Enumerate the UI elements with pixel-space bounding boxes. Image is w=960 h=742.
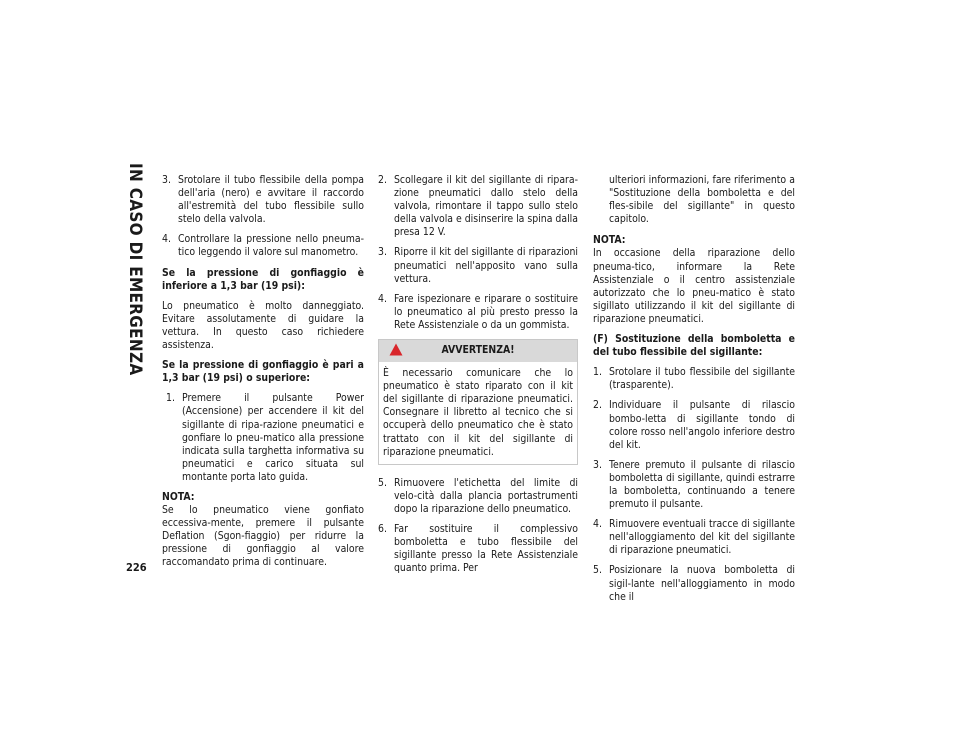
list-item (162, 174, 364, 226)
item-number: 1. (166, 392, 175, 405)
item-text: Fare ispezionare e riparare o sostituire lo pneumatico al più presto presso la Rete Assistenziale o da un gommista. (394, 292, 578, 331)
item-text: Scollegare il kit del sigillante di ripara-zione pneumatici dallo stelo della valvola, rimontare il tappo sullo stelo della valvola e disinserire la spina dalla presa 12 V. (394, 174, 578, 239)
column-1 (162, 174, 364, 577)
list-item (378, 293, 578, 332)
section-subheading: (F) Sostituzione della bomboletta e del tubo flessibile del sigillante: (593, 333, 795, 359)
item-number: 1. (593, 366, 602, 379)
note-block (162, 491, 364, 570)
item-text: Rimuovere eventuali tracce di sigillante nell'alloggiamento del kit del sigillante di riparazione pneumatici. (609, 518, 795, 557)
list-item (166, 392, 364, 484)
section-title (123, 163, 147, 543)
item-text: Individuare il pulsante di rilascio bombo-letta di sigillante tondo di colore rosso nell'angolo inferiore destro del kit. (609, 399, 795, 451)
item-text: Tenere premuto il pulsante di rilascio bomboletta di sigillante, quindi estrarre la bomboletta, continuando a tenere premuto il pulsante. (609, 458, 795, 511)
note-block (593, 234, 795, 326)
item-text: Controllare la pressione nello pneuma-tico leggendo il valore sul manometro. (178, 233, 364, 259)
column-2 (378, 174, 578, 582)
list-item (378, 246, 578, 285)
note-text: Se lo pneumatico viene gonfiato eccessiva-mente, premere il pulsante Deflation (Sgon-fiaggio) per ridurre la pressione di gonfiaggio al valore raccomandato prima di continuare. (162, 504, 364, 569)
item-number: 4. (593, 518, 602, 531)
item-number: 2. (378, 174, 387, 186)
list-item (593, 459, 795, 511)
list-item (378, 477, 578, 516)
continued-text: ulteriori informazioni, fare riferimento a "Sostituzione della bomboletta e del fles-sibile del sigillante" in questo capitolo. (609, 174, 795, 226)
item-number: 6. (378, 522, 387, 535)
item-text: Premere il pulsante Power (Accensione) per accendere il kit del sigillante di ripa-razione pneumatici e gonfiare lo pneu-matico alla pressione indicata sulla targhetta informativa su pneumatici e carico situata sul montante porta lato guida. (182, 392, 364, 483)
item-text: Srotolare il tubo flessibile del sigillante (trasparente). (609, 366, 795, 392)
list-item (593, 518, 795, 557)
warning-text: È necessario comunicare che lo pneumatico è stato riparato con il kit del sigillante di riparazione pneumatici. Consegnare il libretto al tecnico che si occuperà dello pneumatico che è stato trattato con il kit del sigillante di riparazione pneumatici. (383, 367, 573, 458)
list-item (593, 564, 795, 603)
item-text: Srotolare il tubo flessibile della pompa dell'aria (nero) e avvitare il raccordo all'estremità del tubo flessibile sullo stelo della valvola. (178, 174, 364, 226)
item-text: Riporre il kit del sigillante di riparazioni pneumatici nell'apposito vano sulla vettura. (394, 246, 578, 285)
item-text: Far sostituire il complessivo bomboletta e tubo flessibile del sigillante presso la Rete Assistenziale quanto prima. Per (394, 522, 578, 575)
list-item (162, 233, 364, 259)
section-title-text: IN CASO DI EMERGENZA (125, 163, 145, 376)
high-pressure-heading: Se la pressione di gonfiaggio è pari a 1,3 bar (19 psi) o superiore: (162, 359, 364, 385)
note-text: In occasione della riparazione dello pneuma-tico, informare la Rete Assistenziale o il centro assistenziale autorizzato che lo pneu-matico è stato sigillato utilizzando il kit del sigillante di riparazione pneumatici. (593, 247, 795, 325)
item-text: Posizionare la nuova bomboletta di sigil-lante nell'alloggiamento in modo che il (609, 564, 795, 603)
item-number: 3. (378, 246, 387, 259)
note-label: NOTA: (593, 234, 626, 247)
column-3 (593, 174, 795, 611)
warning-box (378, 339, 578, 465)
item-number: 4. (378, 292, 387, 305)
warning-title: AVVERTENZA! (441, 344, 515, 357)
warning-header (379, 340, 577, 362)
item-number: 4. (162, 233, 171, 246)
list-item (593, 399, 795, 451)
item-number: 2. (593, 399, 602, 412)
note-label: NOTA: (162, 490, 195, 503)
low-pressure-heading: Se la pressione di gonfiaggio è inferiore a 1,3 bar (19 psi): (162, 266, 364, 292)
low-pressure-paragraph: Lo pneumatico è molto danneggiato. Evitare assolutamente di guidare la vettura. In questo caso richiedere assistenza. (162, 299, 364, 352)
item-text: Rimuovere l'etichetta del limite di velo-cità dalla plancia portastrumenti dopo la riparazione dello pneumatico. (394, 476, 578, 515)
list-item (378, 523, 578, 575)
warning-triangle-icon (389, 343, 403, 356)
item-number: 3. (593, 458, 602, 471)
item-number: 5. (378, 476, 387, 489)
item-number: 3. (162, 174, 171, 186)
page-number: 226 (126, 561, 147, 574)
item-number: 5. (593, 564, 602, 577)
list-item (378, 174, 578, 239)
list-item (593, 366, 795, 392)
